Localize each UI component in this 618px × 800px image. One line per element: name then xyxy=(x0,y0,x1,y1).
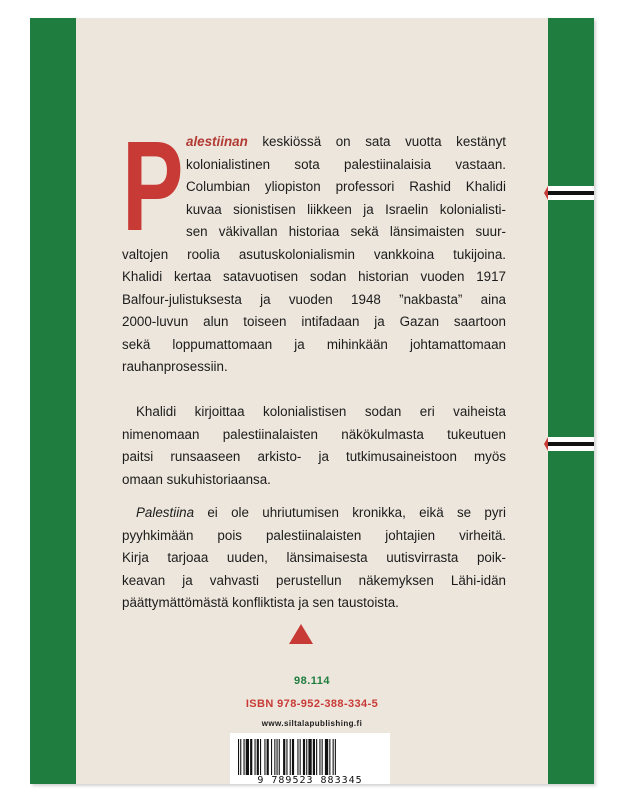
text-line: omaan sukuhistoriaansa. xyxy=(122,471,271,487)
text-line: kuvaa sionistisen liikkeen ja Israelin kolonialisti- xyxy=(186,201,506,217)
text-line: Kirja tarjoaa uuden, länsimaisesta uutisvirrasta poik- xyxy=(122,550,506,565)
paragraph-summary xyxy=(122,502,506,615)
publisher-website: www.siltalapublishing.fi xyxy=(261,719,363,728)
isbn-number: ISBN 978-952-388-334-5 xyxy=(245,698,379,710)
book-back-cover xyxy=(30,18,594,784)
green-stripe-right xyxy=(548,18,594,784)
text-line: valtojen roolia asutuskolonialismin vankkoina tukijoina. xyxy=(122,246,506,262)
drop-cap-letter: P xyxy=(122,115,184,258)
text-line: Columbian yliopiston professori Rashid Khalidi xyxy=(186,179,506,194)
flag-band-middle xyxy=(548,437,594,451)
text-line: keskiössä on sata vuotta kestänyt xyxy=(247,134,506,149)
flag-band-top xyxy=(548,186,594,200)
text-line: sekä loppumattomaan ja mihinkään johtamattomaan xyxy=(122,336,506,352)
publisher-triangle-icon xyxy=(289,624,313,644)
text-line: kolonialistinen sota palestiinalaisia vastaan. xyxy=(186,156,506,172)
paragraph-perspective xyxy=(122,401,506,491)
text-line: Khalidi kertaa satavuotisen sodan historian vuoden 1917 xyxy=(122,269,506,284)
green-stripe-left xyxy=(30,18,76,784)
text-line: keavan ja vahvasti perustellun näkemyksen Lähi-idän xyxy=(122,572,506,588)
text-line: pyyhkimään pois palestiinalaisten johtajien virheitä. xyxy=(122,527,506,543)
book-title-italic: Palestiina xyxy=(136,505,195,520)
text-line: päättymättömästä konfliktista ja sen taustoista. xyxy=(122,595,399,610)
text-line: sen väkivallan historiaa sekä länsimaisten suur- xyxy=(186,224,506,239)
text-line: rauhanprosessiin. xyxy=(122,359,228,374)
text-line: ei ole uhriutumisen kronikka, eikä se pyri xyxy=(194,505,506,520)
text-line: paitsi runsaaseen arkisto- ja tutkimusaineistoon myös xyxy=(122,449,506,464)
barcode-digits: 9 789523 883345 xyxy=(257,775,363,784)
classification-number: 98.114 xyxy=(293,675,331,687)
barcode-bars-icon xyxy=(238,739,382,775)
lead-word: alestiinan xyxy=(186,134,248,149)
barcode xyxy=(230,733,390,784)
paragraph-intro xyxy=(122,115,506,379)
text-line: 2000-luvun alun toiseen intifadaan ja Gazan saartoon xyxy=(122,314,506,329)
text-line: nimenomaan palestiinalaisten näkökulmasta tukeutuen xyxy=(122,426,506,442)
text-line: Khalidi kirjoittaa kolonialistisen sodan eri vaiheista xyxy=(136,404,506,419)
text-line: Balfour-julistuksesta ja vuoden 1948 ”nakbasta” aina xyxy=(122,291,506,307)
